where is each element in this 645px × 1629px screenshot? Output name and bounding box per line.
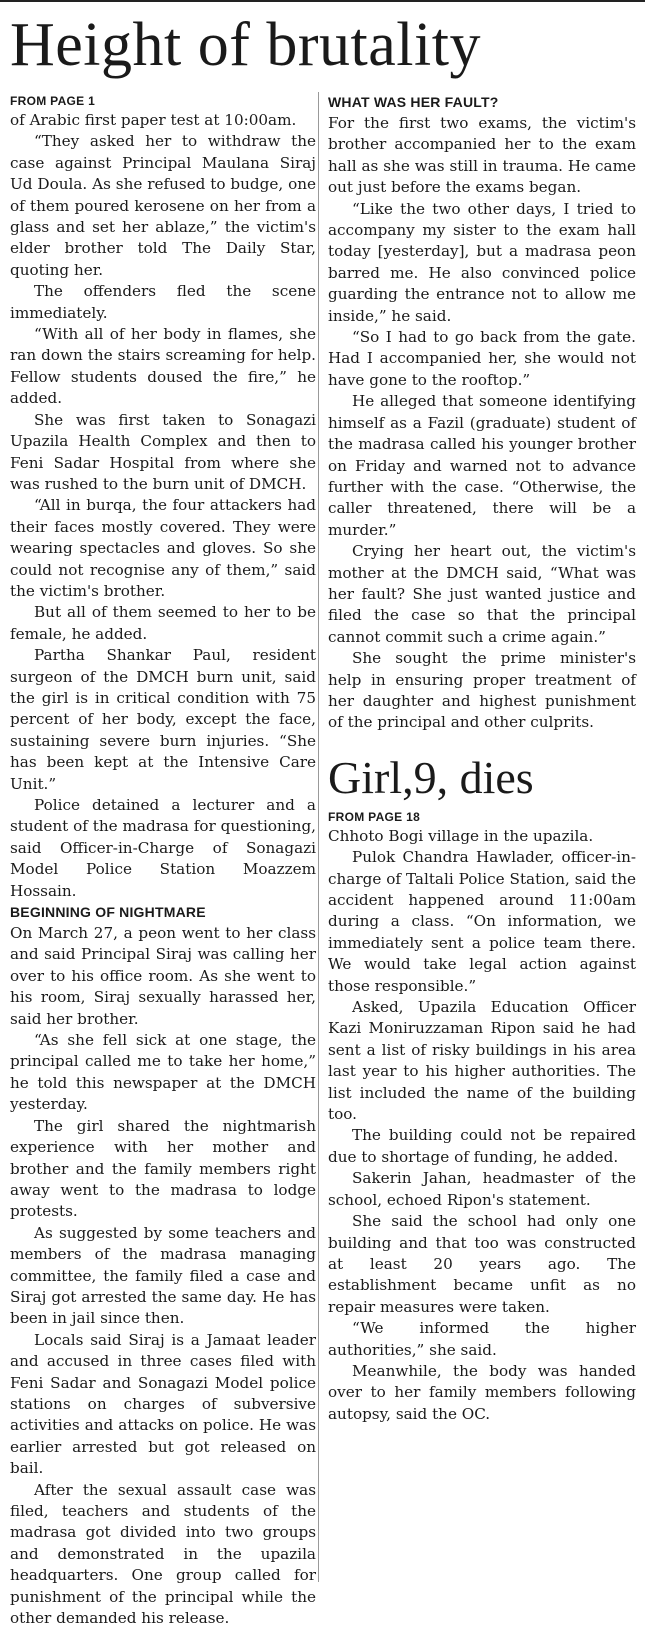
left-column (10, 92, 316, 1629)
paragraph: Partha Shankar Paul, resident surgeon of the DMCH burn unit, said the girl is in critical condition with 75 percent of her body, except the face, sustaining severe burn injuries. “She has been kept at the Intensive Care Unit.” (10, 646, 316, 793)
paragraph: The girl shared the nightmarish experience with her mother and brother and the family members right away went to the madrasa to lodge protests. (10, 1116, 316, 1221)
paragraph: He alleged that someone identifying himself as a Fazil (graduate) student of the madrasa called his younger brother on Friday and warned not to advance further with the case. “Otherwise, the caller threatened, there will be a murder.” (328, 392, 636, 539)
top-rule (0, 0, 645, 2)
paragraph: Asked, Upazila Education Officer Kazi Moniruzzaman Ripon said he had sent a list of risky buildings in his area last year to his higher authorities. The list included the name of the building too. (328, 998, 636, 1124)
paragraph: She was first taken to Sonagazi Upazila Health Complex and then to Feni Sadar Hospital from where she was rushed to the burn unit of DMCH. (10, 410, 316, 493)
paragraph: Sakerin Jahan, headmaster of the school, echoed Ripon's statement. (328, 1169, 636, 1209)
right-column (328, 92, 636, 1425)
paragraph: As suggested by some teachers and members of the madrasa managing committee, the family filed a case and Siraj got arrested the same day. He has been in jail since then. (10, 1223, 316, 1328)
paragraph: Meanwhile, the body was handed over to her family members following autopsy, said the OC. (328, 1361, 636, 1423)
paragraph: Locals said Siraj is a Jamaat leader and accused in three cases filed with Feni Sadar and Sonagazi Model police stations on charges of subversive activities and attacks on police. He was earlier arrested but got released on bail. (10, 1330, 316, 1478)
paragraph: On March 27, a peon went to her class and said Principal Siraj was calling her over to his office room. As she went to his room, Siraj sexually harassed her, said her brother. (10, 924, 316, 1028)
paragraph: “With all of her body in flames, she ran down the stairs screaming for help. Fellow students doused the fire,” he added. (10, 325, 316, 408)
paragraph: “As she fell sick at one stage, the principal called me to take her home,” he told this newspaper at the DMCH yesterday. (10, 1031, 316, 1114)
paragraph: “Like the two other days, I tried to accompany my sister to the exam hall today [yesterday], but a madrasa peon barred me. He also convinced police guarding the entrance not to allow me inside,” he said. (328, 199, 636, 325)
headline-height-of-brutality: Height of brutality (10, 11, 481, 79)
paragraph: Chhoto Bogi village in the upazila. (328, 826, 594, 845)
paragraph: Crying her heart out, the victim's mother at the DMCH said, “What was her fault? She just wanted justice and filed the case so that the principal cannot commit such a crime again.” (328, 542, 636, 646)
paragraph: She sought the prime minister's help in ensuring proper treatment of her daughter and highest punishment of the principal and other culprits. (328, 649, 636, 732)
paragraph: The building could not be repaired due to shortage of funding, he added. (328, 1126, 636, 1166)
subhead-what-was-her-fault: WHAT WAS HER FAULT? (328, 94, 499, 110)
kicker-from-page-18: FROM PAGE 18 (328, 809, 421, 824)
paragraph: “We informed the higher authorities,” she said. (328, 1319, 636, 1359)
paragraph: Pulok Chandra Hawlader, officer-in-charge of Taltali Police Station, said the accident happened around 11:00am during a class. “On information, we immediately sent a police team there. We would take legal action against those responsible.” (328, 848, 636, 995)
paragraph: After the sexual assault case was filed, teachers and students of the madrasa got divided into two groups and demonstrated in the upazila headquarters. One group called for punishment of the principal while the other demanded his release. (10, 1480, 316, 1628)
paragraph: “So I had to go back from the gate. Had I accompanied her, she would not have gone to the rooftop.” (328, 328, 636, 389)
paragraph: Police detained a lecturer and a student of the madrasa for questioning, said Officer-in-Charge of Sonagazi Model Police Station Moazzem Hossain. (10, 796, 316, 900)
headline-girl-9-dies: Girl,9, dies (328, 751, 534, 803)
paragraph: But all of them seemed to her to be female, he added. (10, 603, 316, 643)
subhead-beginning-of-nightmare: BEGINNING OF NIGHTMARE (10, 904, 206, 921)
paragraph: “All in burqa, the four attackers had their faces mostly covered. They were wearing spectacles and gloves. So she could not recognise any of them,” said the victim's brother. (10, 496, 316, 600)
column-divider (318, 92, 319, 1582)
paragraph: The offenders fled the scene immediately. (10, 282, 316, 322)
paragraph: “They asked her to withdraw the case against Principal Maulana Siraj Ud Doula. As she refused to budge, one of them poured kerosene on her from a glass and set her ablaze,” the victim's elder brother told The Daily Star, quoting her. (10, 132, 316, 279)
paragraph: For the first two exams, the victim's brother accompanied her to the exam hall as she was still in trauma. He came out just before the exams began. (328, 114, 636, 197)
kicker-from-page-1: FROM PAGE 1 (10, 94, 96, 108)
paragraph: She said the school had only one building and that too was constructed at least 20 years ago. The establishment became unfit as no repair measures were taken. (328, 1212, 636, 1316)
paragraph: of Arabic first paper test at 10:00am. (10, 111, 297, 129)
